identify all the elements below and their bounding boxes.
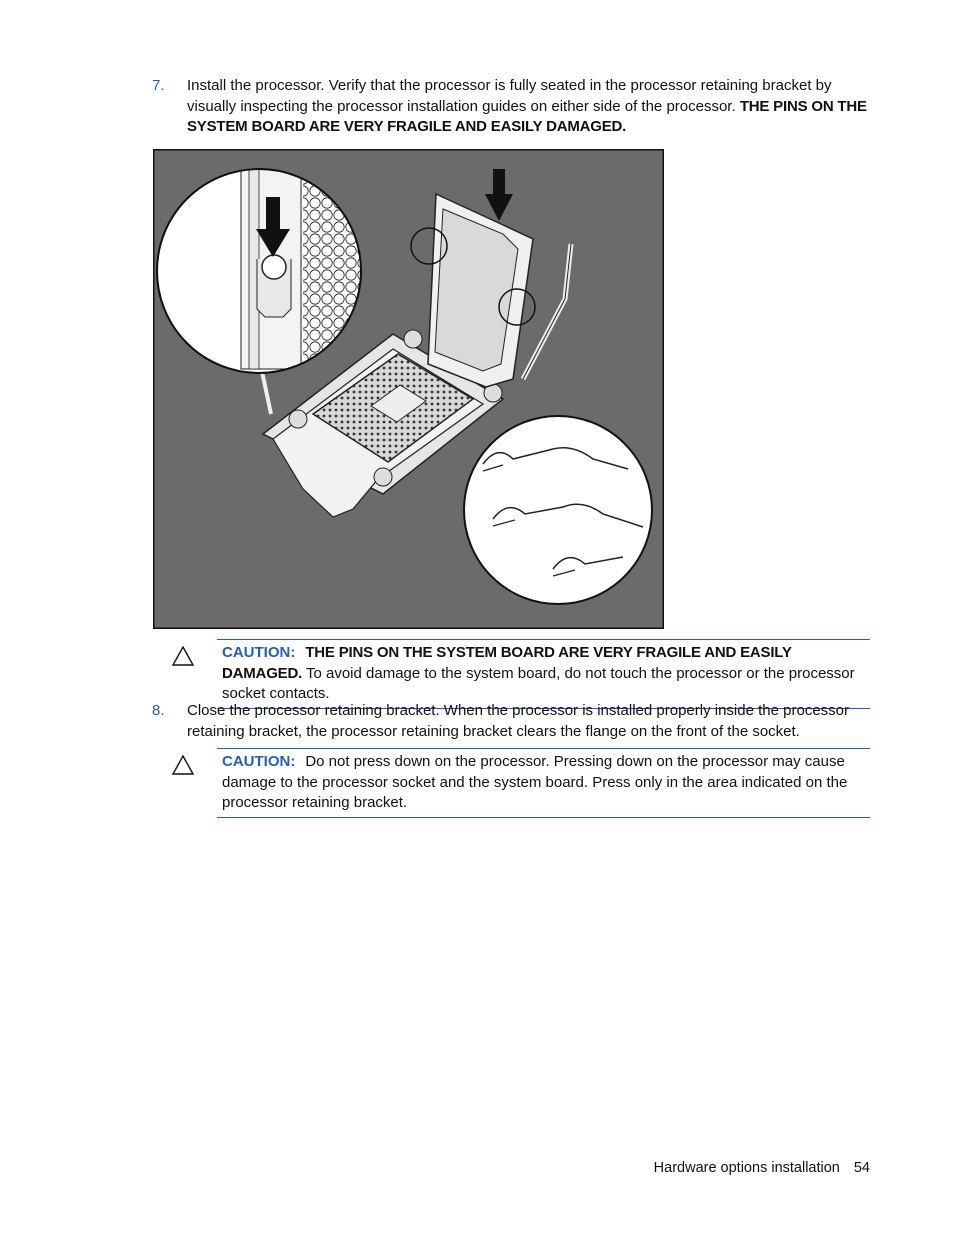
caution-1-warning: THE PINS ON THE SYSTEM BOARD ARE VERY FRAGILE AND EASILY DAMAGED. [222,644,792,682]
caution-1-text: To avoid damage to the system board, do not touch the processor or the processor socket contacts. [222,664,855,702]
step-text [187,701,872,742]
caution-block-2 [217,748,870,818]
step-number: 8. [152,702,165,719]
processor-installation-figure [153,149,664,629]
step-7 [152,76,872,138]
step-7-warning: THE PINS ON THE SYSTEM BOARD ARE VERY FRAGILE AND EASILY DAMAGED. [187,97,867,135]
caution-2-text: Do not press down on the processor. Pressing down on the processor may cause damage to the processor socket and the system board. Press only in the area indicated on the processor retaining bracket. [222,753,848,811]
step-8-body: Close the processor retaining bracket. When the processor is installed properly inside the processor retaining bracket, the processor retaining bracket clears the flange on the front of the socket. [187,702,849,740]
footer-section: Hardware options installation [653,1160,840,1176]
page-footer [654,1158,870,1179]
caution-label: CAUTION: [222,753,296,770]
page-number: 54 [853,1160,870,1176]
caution-icon [172,755,194,775]
caution-label: CAUTION: [222,644,296,661]
step-8 [152,701,872,743]
caution-icon [172,646,194,666]
step-text [187,76,872,138]
step-number: 7. [152,77,165,94]
step-7-body: Install the processor. Verify that the processor is fully seated in the processor retaining bracket by visually inspecting the processor installation guides on either side of the processor. [187,77,832,115]
caution-block-1 [217,639,870,709]
